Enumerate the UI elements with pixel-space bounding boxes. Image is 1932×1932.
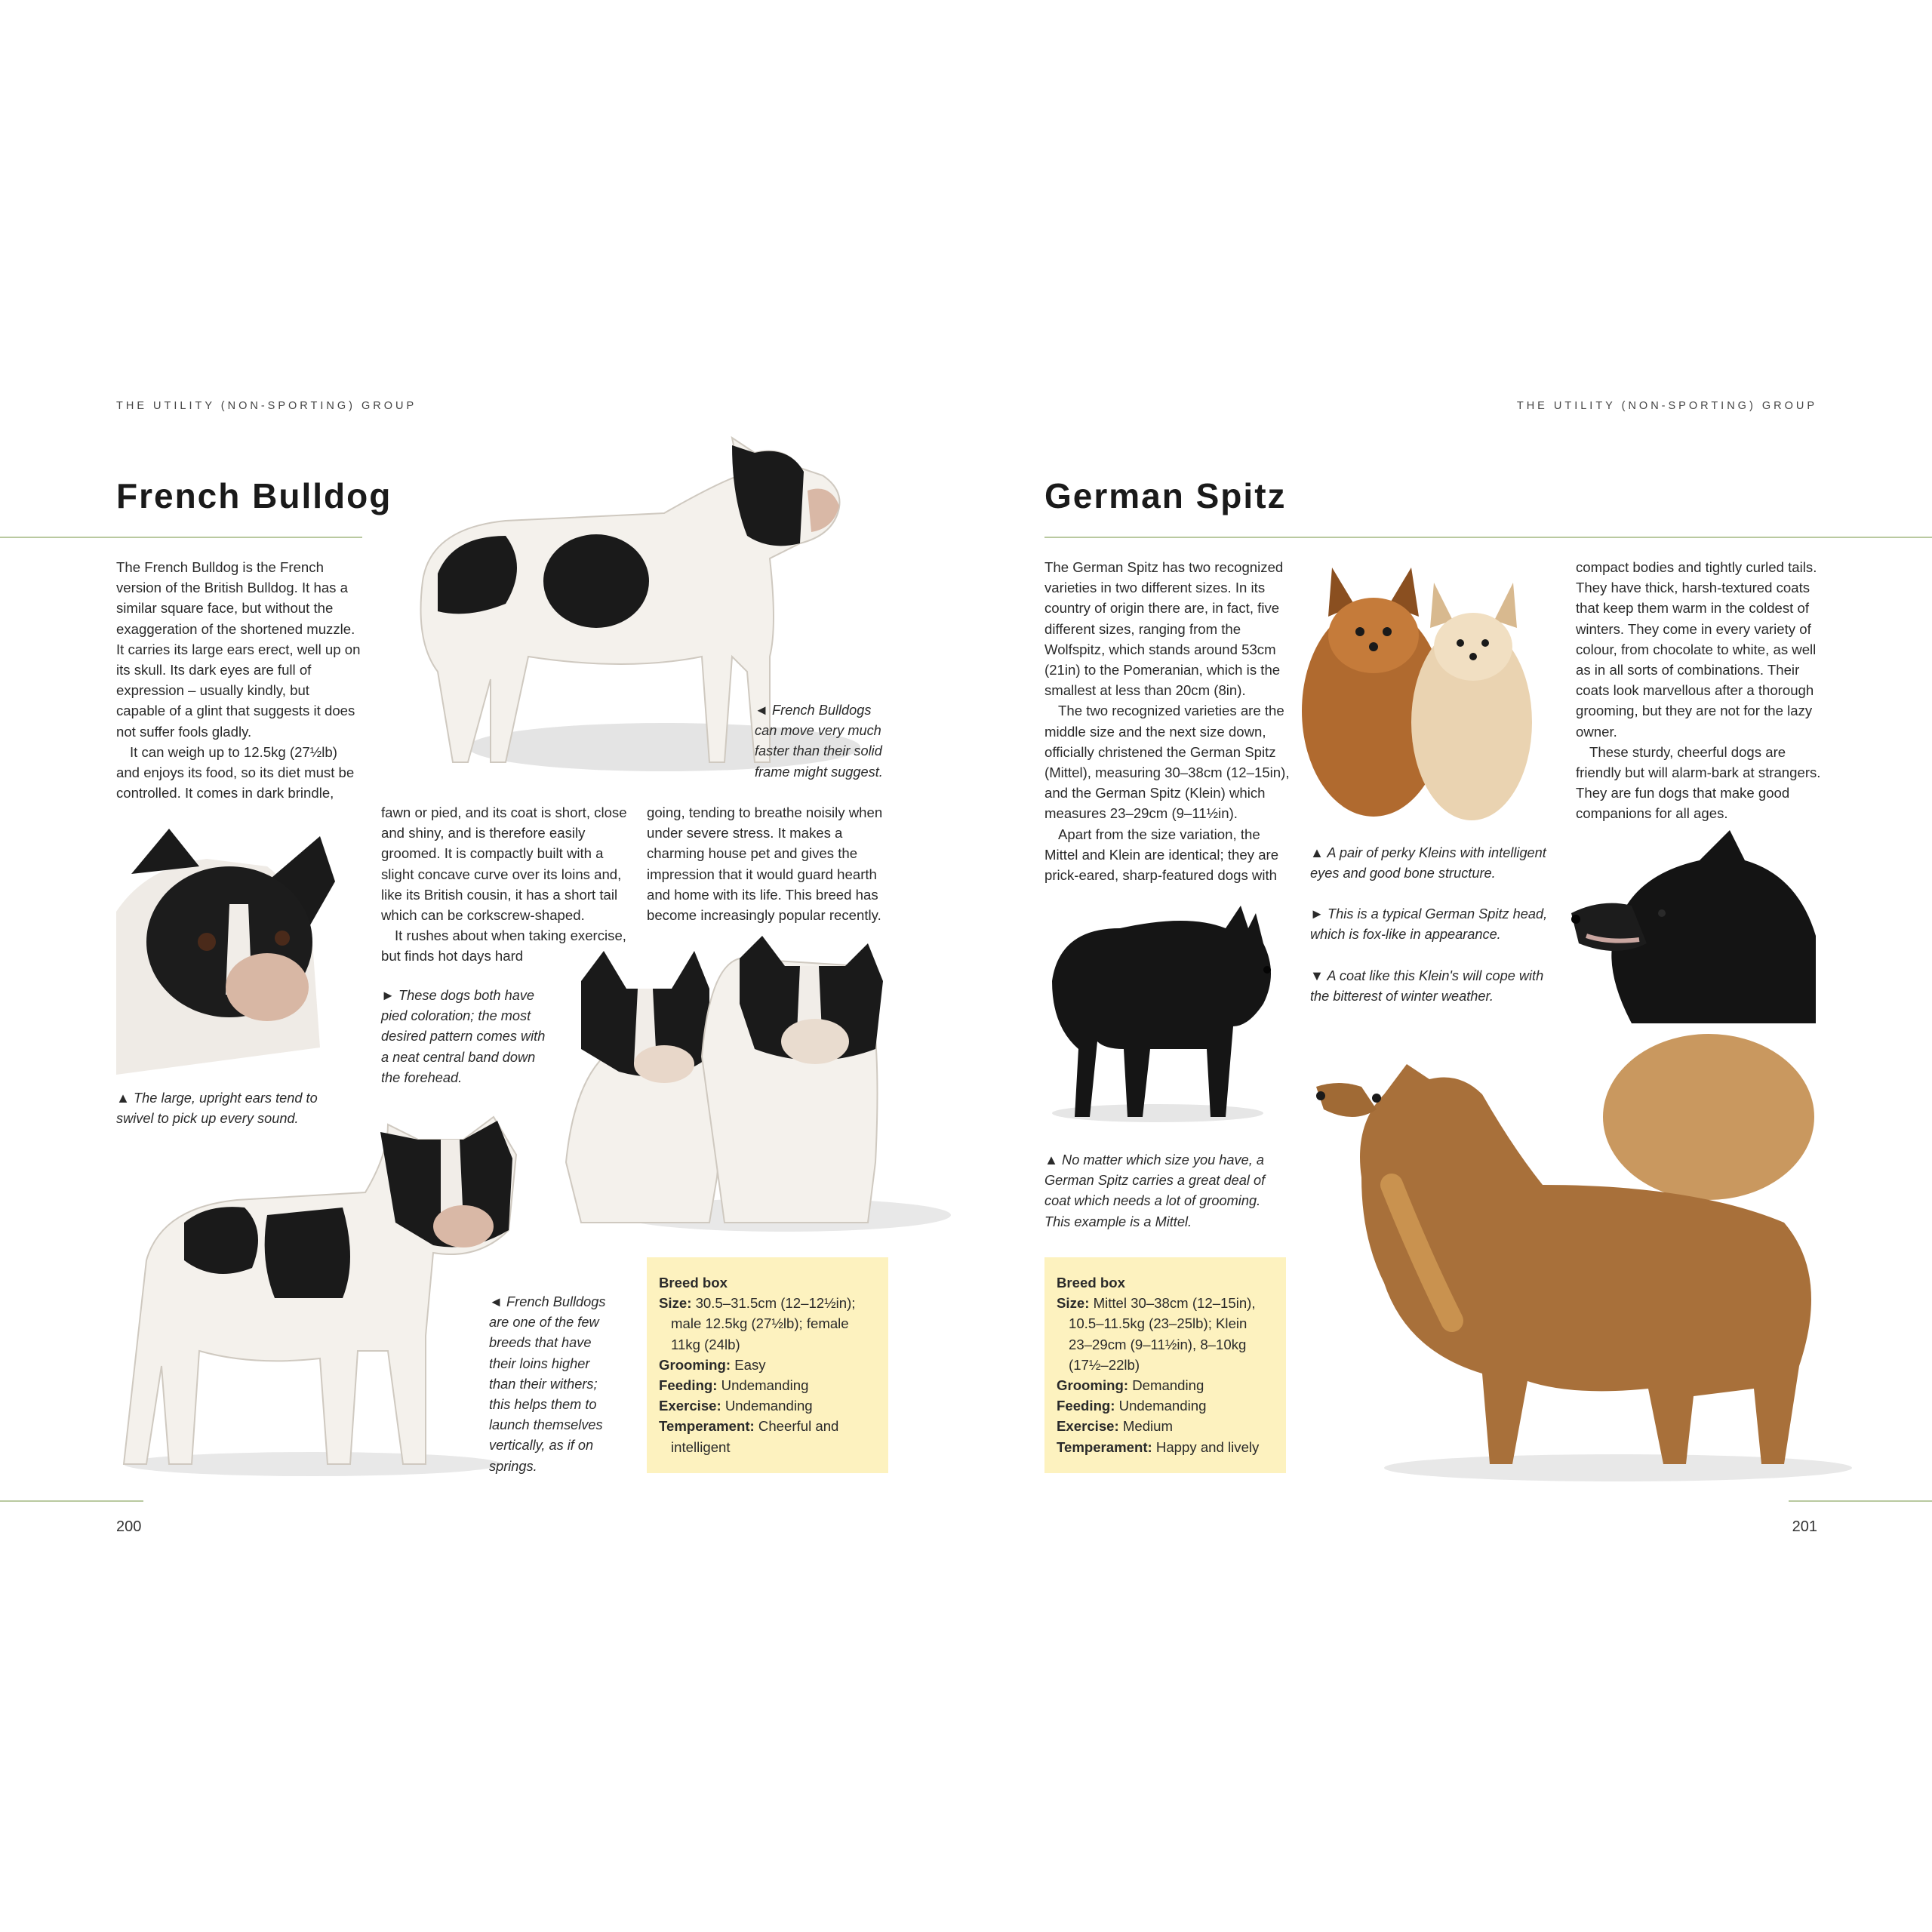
caption-loins: ◄ French Bulldogs are one of the few breeds that have their loins higher than their withers; this helps them to launch themselves vertically, as if on springs. bbox=[489, 1294, 606, 1474]
paragraph: It rushes about when taking exercise, but finds hot days hard bbox=[381, 928, 626, 964]
caption-coat: ▼ A coat like this Klein's will cope with the bitterest of winter weather. bbox=[1310, 968, 1544, 1004]
kleins-illustration bbox=[1298, 552, 1540, 832]
photo-two-bulldogs bbox=[558, 936, 951, 1238]
breed-box-row-temperament: Temperament: Happy and lively bbox=[1057, 1438, 1260, 1455]
caption-pair: ▲ A pair of perky Kleins with intelligent eyes and good bone structure. bbox=[1310, 845, 1546, 881]
paragraph: Apart from the size variation, the Mittel and Klein are identical; they are prick-eared, sharp-featured dogs with bbox=[1044, 826, 1279, 884]
caption-head: ► This is a typical German Spitz head, which is fox-like in appearance. bbox=[1310, 906, 1548, 943]
body-column-1-left bbox=[116, 557, 361, 803]
breed-box-row-grooming: Grooming: Demanding bbox=[1057, 1377, 1204, 1394]
breed-box-row-exercise: Exercise: Undemanding bbox=[659, 1398, 813, 1414]
running-head-left: THE UTILITY (NON-SPORTING) GROUP bbox=[116, 400, 417, 412]
breed-box-row-exercise: Exercise: Medium bbox=[1057, 1418, 1174, 1435]
breed-box-title: Breed box bbox=[659, 1275, 728, 1291]
breed-box-row-grooming: Grooming: Easy bbox=[659, 1356, 766, 1373]
photo-orange-spitz bbox=[1316, 1034, 1857, 1484]
paragraph: fawn or pied, and its coat is short, close and shiny, and is therefore easily groomed. It is compactly built with a slight concave curve over its loins and, like its British cousin, it has a short tail which can be corkscrew-shaped. bbox=[381, 804, 627, 924]
photo-pair-of-kleins bbox=[1298, 552, 1540, 832]
caption-mittel: ▲ No matter which size you have, a German Spitz carries a great deal of coat which needs a lot of grooming. This example is a Mittel. bbox=[1044, 1152, 1266, 1229]
body-column-3-left bbox=[647, 802, 896, 925]
caption-ears: ▲ The large, upright ears tend to swivel to pick up every sound. bbox=[116, 1091, 318, 1127]
paragraph: The two recognized varieties are the middle size and the next size down, officially christened the German Spitz (Mittel), measuring 30–38cm (12–15in), and the German Spitz (Klein) which measures 23–29cm (9–11½in). bbox=[1044, 703, 1290, 822]
two-bulldogs-illustration bbox=[558, 936, 951, 1238]
running-head-right: THE UTILITY (NON-SPORTING) GROUP bbox=[1516, 400, 1817, 412]
spitz-head-illustration bbox=[1571, 830, 1816, 1023]
caption-move: ◄ French Bulldogs can move very much faster than their solid frame might suggest. bbox=[755, 703, 883, 780]
footer-rule-left bbox=[0, 1500, 143, 1502]
bulldog-head-illustration bbox=[116, 821, 343, 1075]
paragraph: going, tending to breathe noisily when under severe stress. It makes a charming house pet and gives the impression that it would guard hearth and home with its life. This breed has become increasingly popular recently. bbox=[647, 804, 883, 924]
paragraph: It can weigh up to 12.5kg (27½lb) and enjoys its food, so its diet must be controlled. It comes in dark brindle, bbox=[116, 743, 355, 801]
paragraph: compact bodies and tightly curled tails. They have thick, harsh-textured coats that keep them warm in the coldest of winters. They come in every variety of colour, from chocolate to white, as well as in all sorts of combinations. Their coats look marvellous after a thorough grooming, but they are not for the lazy owner. bbox=[1576, 559, 1817, 740]
page-number-left: 200 bbox=[116, 1518, 142, 1535]
page-number-right: 201 bbox=[1792, 1518, 1817, 1535]
page-title-left: French Bulldog bbox=[116, 476, 392, 515]
bulldog-standing-illustration bbox=[116, 1109, 524, 1479]
breed-box-row-size: Size: 30.5–31.5cm (12–12½in); male 12.5kg (27½lb); female 11kg (24lb) bbox=[659, 1295, 856, 1352]
photo-french-bulldog-standing bbox=[116, 1109, 524, 1479]
black-mittel-illustration bbox=[1037, 898, 1278, 1124]
photo-black-mittel bbox=[1037, 898, 1278, 1124]
photo-spitz-head bbox=[1571, 830, 1816, 1023]
title-rule-left bbox=[0, 537, 362, 538]
body-column-1-right bbox=[1044, 557, 1294, 885]
breed-box-row-feeding: Feeding: Undemanding bbox=[1057, 1398, 1207, 1414]
breed-box-right bbox=[1044, 1257, 1286, 1473]
breed-box-row-temperament: Temperament: Cheerful and intelligent bbox=[659, 1418, 839, 1455]
body-column-3-right bbox=[1576, 557, 1825, 824]
caption-pied: ► These dogs both have pied coloration; the most desired pattern comes with a neat central band down the forehead. bbox=[381, 988, 546, 1085]
photo-french-bulldog-head bbox=[116, 821, 343, 1075]
breed-box-row-size: Size: Mittel 30–38cm (12–15in), 10.5–11.5kg (23–25lb); Klein 23–29cm (9–11½in), 8–10kg (17½–22lb) bbox=[1057, 1295, 1256, 1373]
breed-box-left bbox=[647, 1257, 888, 1473]
orange-spitz-illustration bbox=[1316, 1034, 1857, 1484]
paragraph: The French Bulldog is the French version of the British Bulldog. It has a similar square face, but without the exaggeration of the shortened muzzle. It carries its large ears erect, well up on its skull. Its dark eyes are full of expression – usually kindly, but capable of a glint that suggests it does not suffer fools gladly. bbox=[116, 559, 361, 740]
paragraph: These sturdy, cheerful dogs are friendly but will alarm-bark at strangers. They are fun dogs that make good companions for all ages. bbox=[1576, 743, 1821, 822]
page-title-right: German Spitz bbox=[1044, 476, 1287, 515]
breed-box-title: Breed box bbox=[1057, 1275, 1125, 1291]
breed-box-row-feeding: Feeding: Undemanding bbox=[659, 1377, 809, 1394]
title-rule-right bbox=[1044, 537, 1932, 538]
footer-rule-right bbox=[1789, 1500, 1932, 1502]
paragraph: The German Spitz has two recognized varieties in two different sizes. In its country of origin there are, in fact, five different sizes, ranging from the Wolfspitz, which stands around 53cm (21in) to the Pomeranian, which is the smallest at less than 20cm (8in). bbox=[1044, 559, 1284, 699]
